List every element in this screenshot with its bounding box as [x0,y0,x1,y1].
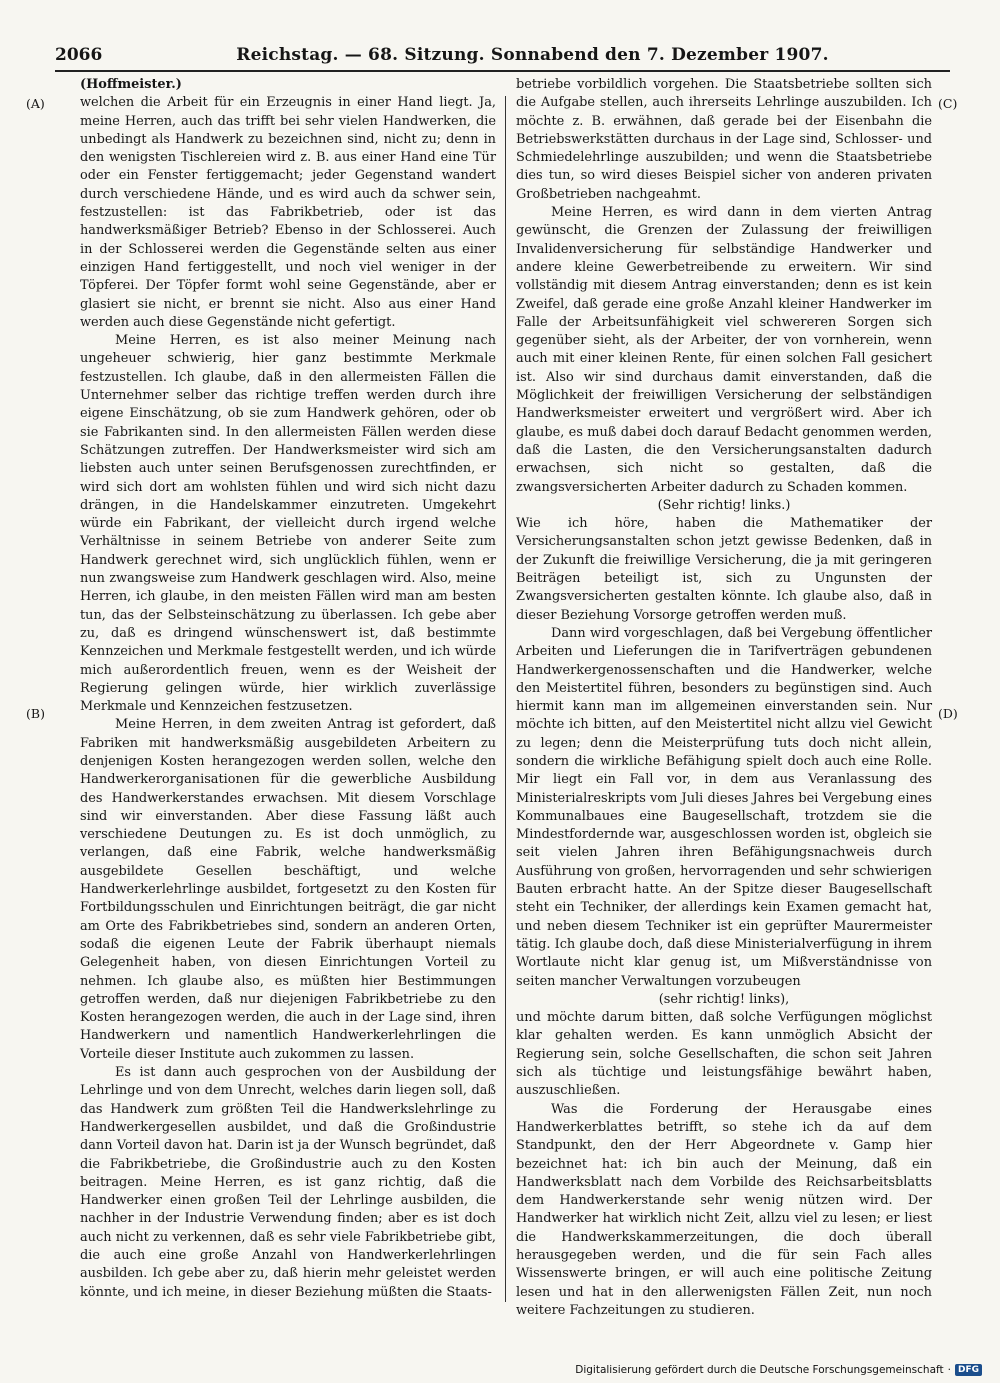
paragraph: betriebe vorbildlich vorgehen. Die Staatsbetriebe sollten sich die Aufgabe stellen, auch ihrerseits Lehrlinge auszubilden. Ich möchte z. B. erwähnen, daß gerade bei der Eisenbahn die Betriebswerkstätten durchaus in der Lage sind, Schlosser- und Schmiedelehrlinge auszubilden; und wenn die Staatsbetriebe dies tun, so wird dieses Beispiel sicher von anderen privaten Großbetrieben nachgeahmt. [516,77,932,202]
margin-marker-a: (A) [26,96,45,111]
dfg-logo: DFG [955,1364,982,1376]
column-divider [505,96,506,1302]
margin-marker-d: (D) [938,706,958,721]
paragraph: Meine Herren, es wird dann in dem vierten Antrag gewünscht, die Grenzen der Zulassung der freiwilligen Invalidenversicherung für selbständige Handwerker und andere kleine Gewerbetreibende zu erweitern. Wir sind vollständig mit diesem Antrag einverstanden; denn es ist kein Zweifel, daß gerade eine große Anzahl kleiner Handwerker im Falle der Arbeitsunfähigkeit viel schwereren Sorgen sich gegenüber sieht, als der Arbeiter, der von vornherein, wenn auch mit einer kleinen Rente, für einen solchen Fall gesichert ist. Also wir sind durchaus damit einverstanden, daß die Möglichkeit der freiwilligen Versicherung der selbständigen Handwerksmeister erweitert und vergrößert wird. Aber ich glaube, es muß dabei doch darauf Bedacht genommen werden, daß die Lasten, die den Versicherungsanstalten dadurch erwachsen, sich nicht so gestalten, daß die zwangsversicherten Arbeiter dadurch zu Schaden kommen. [516,205,932,495]
paragraph: welchen die Arbeit für ein Erzeugnis in einer Hand liegt. Ja, meine Herren, auch das trifft bei sehr vielen Handwerken, die unbedingt als Handwerk zu bezeichnen sind, nicht zu; denn in den wenigsten Tischlereien wird z. B. aus einer Hand eine Tür oder ein Fenster fertiggemacht; jeder Gegenstand wandert durch verschiedene Hände, und es wird auch da schwer sein, festzustellen: ist das Fabrikbetrieb, oder ist das handwerksmäßiger Betrieb? Ebenso in der Schlosserei. Auch in der Schlosserei werden die Gegenstände selten aus einer einzigen Hand fertiggestellt, und noch viel weniger in der Töpferei. Der Töpfer formt wohl seine Gegenstände, aber er glasiert sie nicht, er brennt sie nicht. Also aus einer Hand werden auch diese Gegenstände nicht gefertigt. [80,95,496,330]
paragraph: Dann wird vorgeschlagen, daß bei Vergebung öffentlicher Arbeiten und Lieferungen die in Tarifverträgen gebundenen Handwerkergenossenschaften und die Handwerker, welche den Meistertitel führen, besonders zu begünstigen sind. Auch hiermit kann man im allgemeinen einverstanden sein. Nur möchte ich bitten, auf den Meistertitel nicht allzu viel Gewicht zu legen; denn die Meisterprüfung tuts doch nicht allein, sondern die wirkliche Befähigung spielt doch auch eine Rolle. Mir liegt ein Fall vor, in dem aus Veranlassung des Ministerialreskripts vom Juli dieses Jahres bei Vergebung eines Kommunalbaues eine Baugesellschaft, trotzdem sie die Mindestfordernde war, ausgeschlossen worden ist, obgleich sie seit vielen Jahren ihren Befähigungsnachweis durch Ausführung von großen, hervorragenden und sehr schwierigen Bauten erbracht hatte. An der Spitze dieser Baugesellschaft steht ein Techniker, der allerdings kein Examen gemacht hat, und neben diesem Techniker ist ein geprüfter Maurermeister tätig. Ich glaube doch, daß diese Ministerialverfügung in ihrem Wortlaute nicht klar genug ist, um Mißverständnisse von seiten mancher Verwaltungen vorzubeugen [516,625,932,989]
interjection: (sehr richtig! links), [658,991,790,1007]
footer-text: Digitalisierung gefördert durch die Deutsche Forschungsgemeinschaft [575,1364,944,1376]
paragraph: Wie ich höre, haben die Mathematiker der Versicherungsanstalten schon jetzt gewisse Bedenken, daß in der Zukunft die freiwillige Versicherung, die ja mit geringeren Beiträgen beteiligt ist, sich zu Ungunsten der Zwangsversicherten gestalten könnte. Ich glaube also, daß in dieser Beziehung Vorsorge getroffen werden muß. [516,516,932,623]
paragraph: Was die Forderung der Herausgabe eines Handwerkerblattes betrifft, so stehe ich da auf dem Standpunkt, den der Herr Abgeordnete v. Gamp hier bezeichnet hat: ich bin auch der Meinung, daß ein Handwerksblatt nach dem Vorbilde des Reichsarbeitsblatts dem Handwerkerstande sehr wenig nützen wird. Der Handwerker hat wirklich nicht Zeit, allzu viel zu lesen; er liest die Handwerkskammerzeitungen, die doch überall herausgegeben werden, und die für sein Fach alles Wissenswerte bringen, er will auch eine politische Zeitung lesen und hat in den allerwenigsten Fällen Zeit, nun noch weitere Fachzeitungen zu studieren. [516,1101,932,1318]
page-number: 2066 [55,45,103,65]
paragraph: Meine Herren, es ist also meiner Meinung nach ungeheuer schwierig, hier ganz bestimmte Merkmale festzustellen. Ich glaube, daß in den allermeisten Fällen die Unternehmer selber das richtige treffen werden durch ihre eigene Einschätzung, ob sie zum Handwerk gehören, oder ob sie Fabrikanten sind. In den allermeisten Fällen werden diese Schätzungen zutreffen. Der Handwerksmeister wird sich am liebsten auch unter seinen Berufsgenossen zurechtfinden, er wird sich dort am wohlsten fühlen und wird sich nicht dazu drängen, in die Handelskammer einzutreten. Umgekehrt würde ein Fabrikant, der vielleicht durch irgend welche Verhältnisse in seinem Betriebe von anderer Seite zum Handwerk gerechnet wird, sich unglücklich fühlen, wenn er nun zwangsweise zum Handwerk geschlagen wird. Also, meine Herren, ich glaube, in den meisten Fällen wird man am besten tun, das der Selbsteinschätzung zu überlassen. Ich gebe aber zu, daß es dringend wünschenswert ist, daß bestimmte Kennzeichen und Merkmale festgestellt werden, und ich würde mich außerordentlich freuen, wenn es der Weisheit der Regierung gelingen würde, hier wirklich zuverlässige Merkmale und Kennzeichen festzusetzen. [80,333,496,715]
running-title: Reichstag. — 68. Sitzung. Sonnabend den 7. Dezember 1907. [236,45,829,65]
margin-marker-c: (C) [938,96,958,111]
page-footer: Digitalisierung gefördert durch die Deutsche Forschungsgemeinschaft · DFG [575,1364,982,1376]
paragraph: und möchte darum bitten, daß solche Verfügungen möglichst klar gehalten werden. Es kann unmöglich Absicht der Regierung sein, solche Gesellschaften, die schon seit Jahren sich als tüchtige und leistungsfähige bewährt haben, auszuschließen. [516,1010,932,1099]
left-column [80,76,496,1302]
page-header [55,44,950,72]
right-column [516,76,932,1320]
speaker-name: (Hoffmeister.) [80,77,182,92]
margin-marker-b: (B) [26,706,45,721]
paragraph: Es ist dann auch gesprochen von der Ausbildung der Lehrlinge und von dem Unrecht, welches darin liegen soll, daß das Handwerk zum größten Teil die Handwerkslehrlinge zu Handwerkergesellen ausbildet, und daß die Großindustrie dann Vorteil davon hat. Darin ist ja der Wunsch begründet, daß die Fabrikbetriebe, die Großindustrie auch zu den Kosten beitragen. Meine Herren, es ist ganz richtig, daß die Handwerker einen großen Teil der Lehrlinge ausbilden, die nachher in der Industrie Verwendung finden; aber es ist doch auch nicht zu verkennen, daß es sehr viele Fabrikbetriebe gibt, die auch eine große Anzahl von Handwerkerlehrlingen ausbilden. Ich gebe aber zu, daß hierin mehr geleistet werden könnte, und ich meine, in dieser Beziehung müßten die Staats- [80,1065,496,1300]
paragraph: Meine Herren, in dem zweiten Antrag ist gefordert, daß Fabriken mit handwerksmäßig ausgebildeten Arbeitern zu denjenigen Kosten herangezogen werden sollen, welche den Handwerkerorganisationen für die gewerbliche Ausbildung des Handwerkerstandes erwachsen. Mit diesem Vorschlage sind wir einverstanden. Aber diese Fassung läßt auch verschiedene Deutungen zu. Es ist doch unmöglich, zu verlangen, daß eine Fabrik, welche handwerksmäßig ausgebildete Gesellen beschäftigt, und welche Handwerkerlehrlinge ausbildet, fortgesetzt zu den Kosten für Fortbildungsschulen und Einrichtungen beiträgt, die gar nicht am Orte des Fabrikbetriebes sind, sondern an anderen Orten, sodaß die eigenen Leute der Fabrik überhaupt niemals Gelegenheit haben, von diesen Einrichtungen Vorteil zu nehmen. Ich glaube also, es müßten hier Bestimmungen getroffen werden, daß nur diejenigen Fabrikbetriebe zu den Kosten herangezogen werden, die auch in der Lage sind, ihren Handwerkern und namentlich Handwerkerlehrlingen die Vorteile dieser Institute auch zukommen zu lassen. [80,717,496,1062]
interjection: (Sehr richtig! links.) [657,497,791,513]
